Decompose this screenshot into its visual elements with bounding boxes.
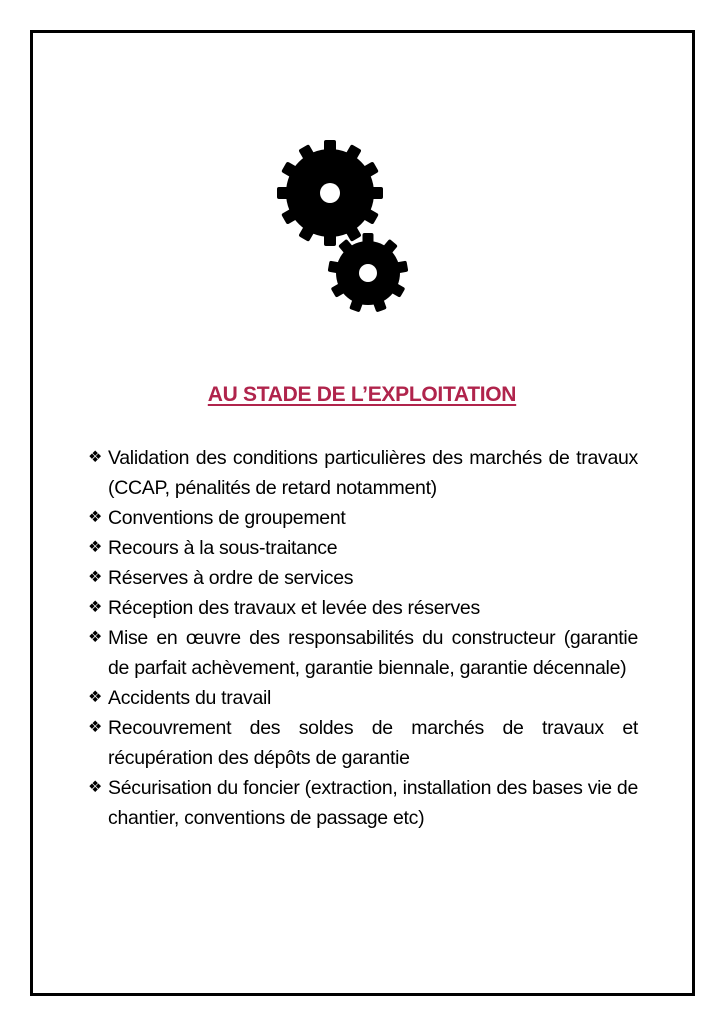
diamond-bullet-icon: ❖ [88,779,103,796]
large-gear-icon [277,140,383,246]
diamond-bullet-icon: ❖ [88,509,103,526]
list-item [88,713,638,773]
list-item [88,563,638,593]
diamond-bullet-icon: ❖ [88,689,103,706]
list-item [88,503,638,533]
diamond-bullet-icon: ❖ [88,569,103,586]
list-item-text: Sécurisation du foncier (extraction, installation des bases vie de chantier, conventions de passage etc) [108,777,638,829]
diamond-bullet-icon: ❖ [88,719,103,736]
list-item [88,683,638,713]
list-item-text: Mise en œuvre des responsabilités du constructeur (garantie de parfait achèvement, garantie biennale, garantie décennale) [108,627,638,679]
list-item [88,443,638,503]
list-item-text: Réception des travaux et levée des réserves [108,597,480,619]
bullet-list [88,443,638,833]
list-item-text: Recours à la sous-traitance [108,537,338,559]
list-item-text: Réserves à ordre de services [108,567,354,589]
diamond-bullet-icon: ❖ [88,449,103,466]
list-item-text: Validation des conditions particulières des marchés de travaux (CCAP, pénalités de retard notamment) [108,447,638,499]
small-gear-icon [328,233,409,312]
diamond-bullet-icon: ❖ [88,629,103,646]
list-item-text: Recouvrement des soldes de marchés de travaux et récupération des dépôts de garantie [108,717,638,769]
diamond-bullet-icon: ❖ [88,599,103,616]
list-item-text: Conventions de groupement [108,507,346,529]
list-item [88,623,638,683]
list-item-text: Accidents du travail [108,687,272,709]
diamond-bullet-icon: ❖ [88,539,103,556]
gears-icon [270,135,420,320]
list-item [88,773,638,833]
section-title: AU STADE DE L’EXPLOITATION [207,383,517,406]
list-item [88,593,638,623]
list-item [88,533,638,563]
